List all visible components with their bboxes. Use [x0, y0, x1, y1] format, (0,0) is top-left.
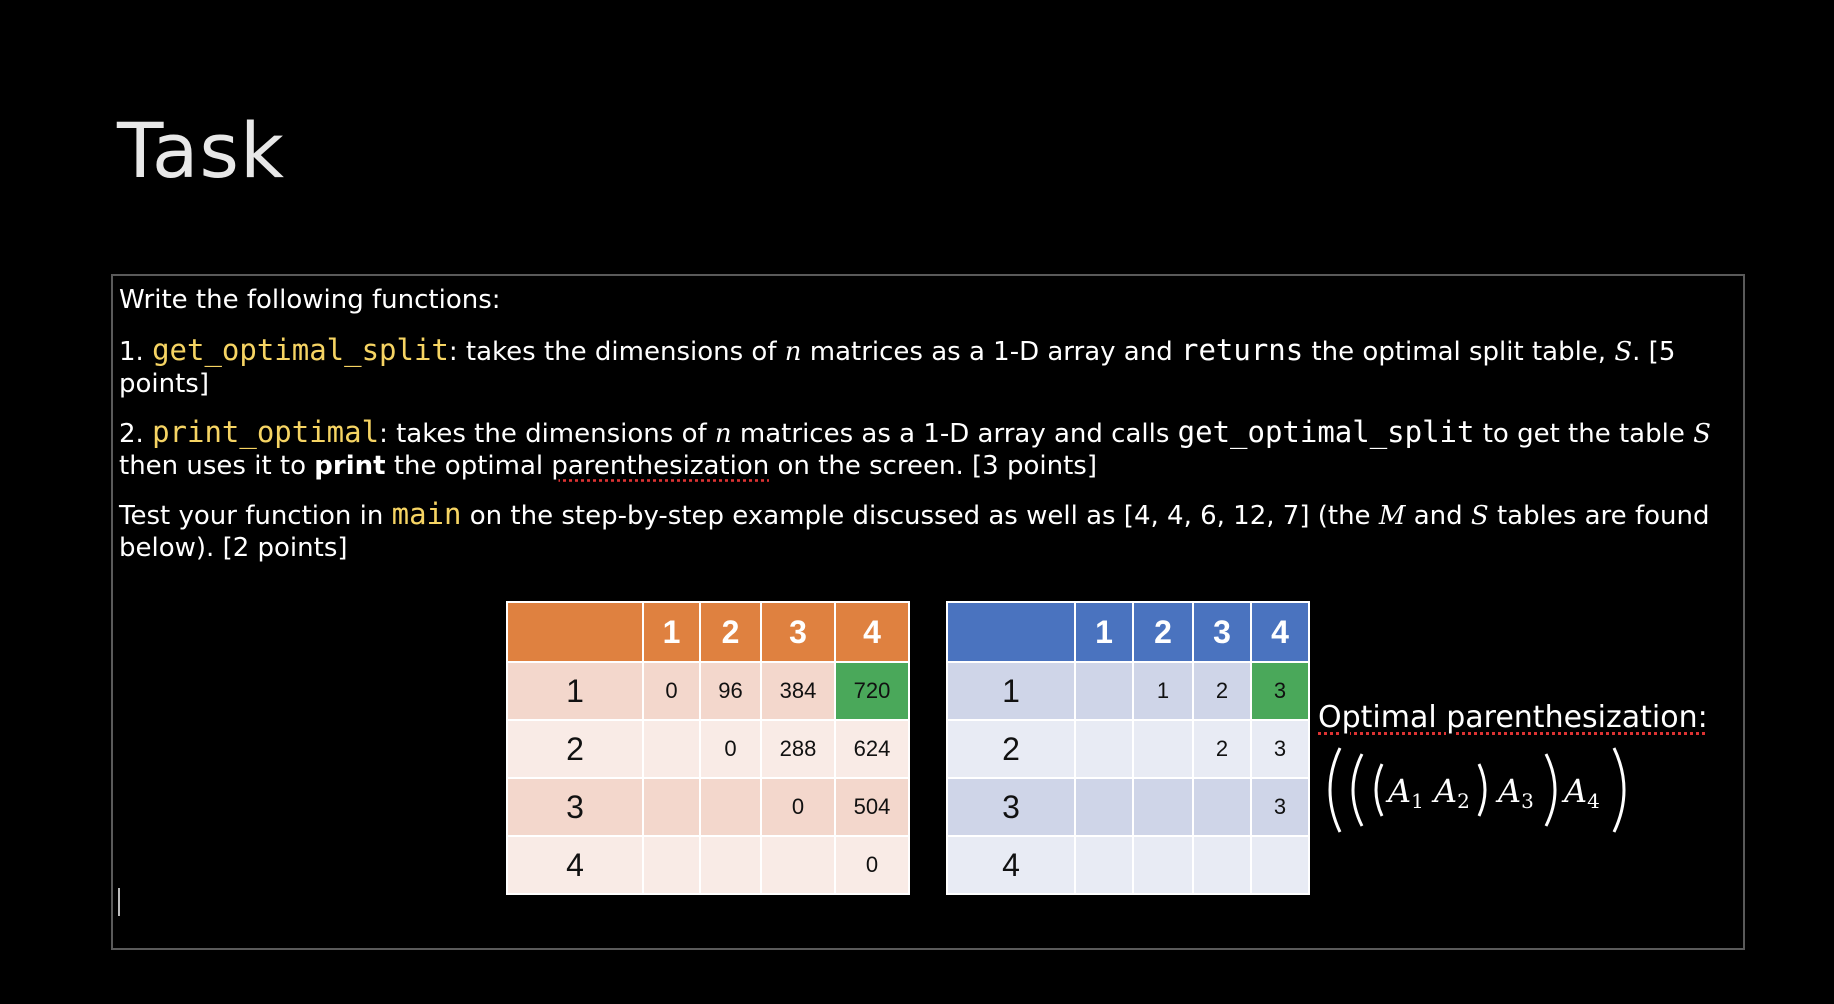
m-cell: [643, 836, 700, 894]
m-table-row: [507, 662, 909, 720]
s-cell-highlighted: 3: [1251, 662, 1309, 720]
text-fragment: matrices as a 1-D array and: [801, 337, 1181, 367]
close-paren-inner: [1479, 764, 1485, 816]
math-var-m: M: [1378, 501, 1406, 531]
m-cell: [643, 720, 700, 778]
item-number: 2.: [119, 419, 144, 449]
s-header-cell: 1: [1075, 602, 1133, 662]
s-header-cell: 4: [1251, 602, 1309, 662]
open-paren-outer: [1330, 748, 1340, 832]
function-name-main: main: [391, 497, 462, 531]
s-cell: 2: [1193, 662, 1251, 720]
s-table-row: [947, 662, 1309, 720]
math-var-n: n: [714, 419, 732, 449]
m-cell: 96: [700, 662, 761, 720]
s-header-cell: 3: [1193, 602, 1251, 662]
m-row-label: 4: [507, 836, 643, 894]
s-table: [946, 601, 1310, 895]
open-paren-middle: [1353, 754, 1362, 826]
s-cell: [1075, 720, 1133, 778]
text-fragment: on the screen. [3 points]: [769, 451, 1097, 481]
text-fragment: : takes the dimensions of: [379, 419, 715, 449]
task-item-2: [119, 416, 1737, 482]
m-cell: [761, 836, 835, 894]
s-row-label: 2: [947, 720, 1075, 778]
s-cell: 1: [1133, 662, 1193, 720]
s-cell: 2: [1193, 720, 1251, 778]
slide-title: Task: [117, 106, 286, 195]
close-paren-middle: [1546, 754, 1555, 826]
optimal-label-text: Optimal parenthesization:: [1318, 700, 1708, 735]
math-var-s: S: [1693, 419, 1711, 449]
s-cell: [1075, 662, 1133, 720]
s-header-cell: 2: [1133, 602, 1193, 662]
text-fragment: : takes the dimensions of: [448, 337, 785, 367]
text-fragment: tables are found below). [2 points]: [119, 501, 1710, 563]
keyword-returns: returns: [1181, 333, 1304, 367]
text-fragment: the optimal split table,: [1303, 337, 1615, 367]
text-cursor: [118, 888, 120, 916]
s-table-header-row: [947, 602, 1309, 662]
math-var-n: n: [784, 337, 802, 367]
optimal-parenthesization-expression: [1318, 740, 1648, 840]
m-table: [506, 601, 910, 895]
close-paren-outer: [1614, 748, 1624, 832]
s-cell: [1075, 778, 1133, 836]
s-header-cell: [947, 602, 1075, 662]
m-cell: 624: [835, 720, 909, 778]
m-row-label: 3: [507, 778, 643, 836]
m-header-cell: 3: [761, 602, 835, 662]
s-row-label: 1: [947, 662, 1075, 720]
m-row-label: 1: [507, 662, 643, 720]
m-cell: 384: [761, 662, 835, 720]
m-header-cell: 2: [700, 602, 761, 662]
matrix-a1: A1: [1388, 772, 1424, 813]
keyword-print: print: [314, 451, 386, 481]
text-fragment: then uses it to: [119, 451, 315, 481]
m-cell: 0: [761, 778, 835, 836]
m-cell: 0: [835, 836, 909, 894]
text-fragment: matrices as a 1-D array and calls: [731, 419, 1178, 449]
text-fragment: to get the table: [1474, 419, 1694, 449]
task-text-box[interactable]: [111, 274, 1745, 950]
s-cell: [1133, 720, 1193, 778]
m-cell: 0: [643, 662, 700, 720]
item-number: 1.: [119, 337, 144, 367]
matrix-a4: A4: [1564, 772, 1600, 813]
s-cell: [1133, 836, 1193, 894]
s-cell: [1251, 836, 1309, 894]
s-cell: [1193, 778, 1251, 836]
s-row-label: 3: [947, 778, 1075, 836]
s-table-row: [947, 720, 1309, 778]
math-var-s: S: [1470, 501, 1489, 531]
test-instructions: [119, 498, 1737, 564]
intro-line: Write the following functions:: [119, 285, 501, 315]
m-cell: [643, 778, 700, 836]
s-cell: 3: [1251, 778, 1309, 836]
s-table-row: [947, 836, 1309, 894]
m-row-label: 2: [507, 720, 643, 778]
s-table-row: [947, 778, 1309, 836]
text-fragment: . [5 points]: [119, 337, 1676, 399]
s-cell: 3: [1251, 720, 1309, 778]
s-cell: [1193, 836, 1251, 894]
matrix-a2: A2: [1434, 772, 1470, 813]
open-paren-inner: [1376, 764, 1382, 816]
m-header-cell: 4: [835, 602, 909, 662]
m-table-header-row: [507, 602, 909, 662]
m-table-row: [507, 836, 909, 894]
m-cell-highlighted: 720: [835, 662, 909, 720]
m-cell: [700, 836, 761, 894]
s-row-label: 4: [947, 836, 1075, 894]
m-cell: 0: [700, 720, 761, 778]
m-cell: 288: [761, 720, 835, 778]
task-item-1: [119, 334, 1737, 400]
m-table-row: [507, 778, 909, 836]
function-call-get-optimal-split: get_optimal_split: [1177, 415, 1475, 449]
function-name-get-optimal-split: get_optimal_split: [152, 333, 449, 367]
text-fragment: on the step-by-step example discussed as well as [4, 4, 6, 12, 7] (the: [461, 501, 1379, 531]
spellcheck-word-parenthesization[interactable]: parenthesization: [551, 451, 770, 481]
m-table-row: [507, 720, 909, 778]
s-cell: [1133, 778, 1193, 836]
math-var-s: S: [1614, 337, 1633, 367]
text-fragment: and: [1405, 501, 1471, 531]
m-header-cell: [507, 602, 643, 662]
m-cell: 504: [835, 778, 909, 836]
s-cell: [1075, 836, 1133, 894]
function-name-print-optimal: print_optimal: [152, 415, 380, 449]
m-cell: [700, 778, 761, 836]
matrix-a3: A3: [1498, 772, 1534, 813]
m-header-cell: 1: [643, 602, 700, 662]
optimal-parenthesization-label: [1318, 700, 1708, 735]
text-fragment: the optimal: [385, 451, 552, 481]
text-fragment: Test your function in: [119, 501, 392, 531]
